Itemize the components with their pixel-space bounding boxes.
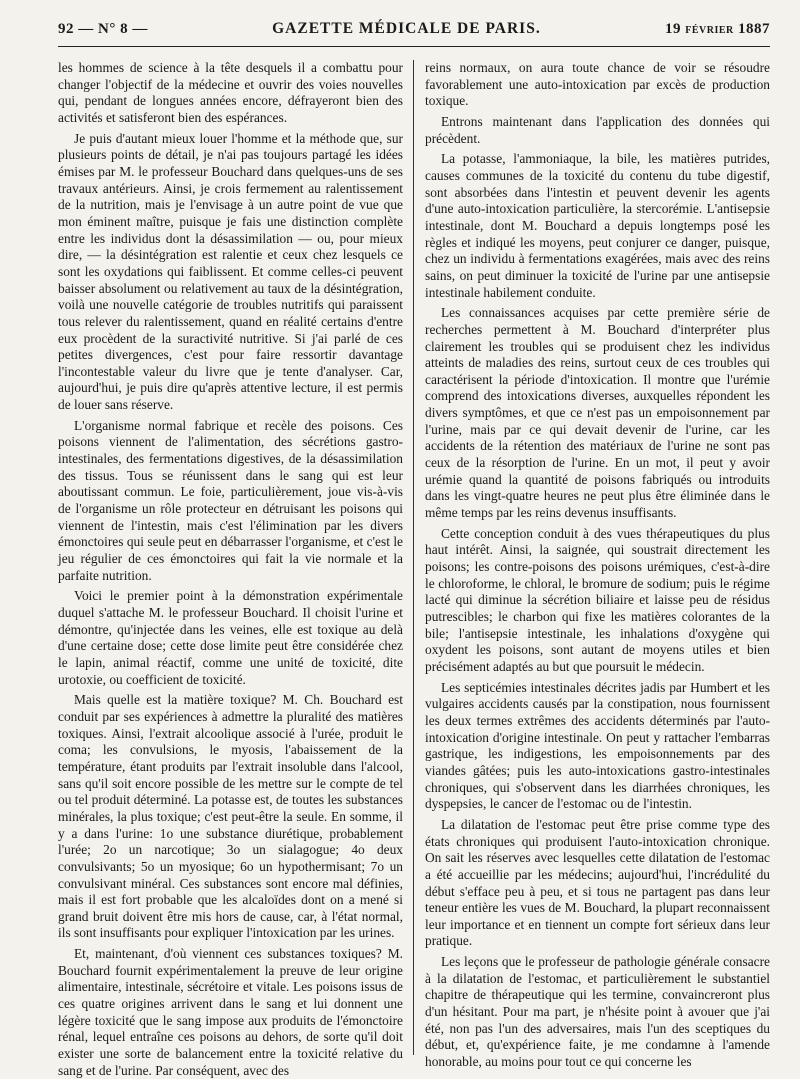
left-column (58, 60, 403, 1078)
issue-day: 19 (664, 21, 681, 37)
paragraph: Cette conception conduit à des vues thérapeutiques du plus haut intérêt. Ainsi, la saignée, qui soustrait directement les poisons; les contre-poisons des poisons urémiques, c'est-à-dire le chloroforme, le chloral, le bromure de sodium; puis le régime lacté qui diminue la sécrétion biliaire et laisse peu de résidus putrescibles; le charbon qui fixe les matières colorantes de la bile; l'antisepsie intestinale, les inhalations d'oxygène qui oxydent les poisons, sont autant de moyens utiles et bien précisément adaptés au but que poursuit le médecin. (425, 525, 770, 674)
issue-month: FÉVRIER (685, 25, 734, 36)
right-column (425, 60, 770, 1070)
paragraph: Voici le premier point à la démonstration expérimentale duquel s'attache M. le professeur Bouchard. Il choisit l'urine et démontre, qu'injectée dans les veines, elle est toxique au delà d'une certaine dose; cette dose limite peut être considérée chez le lapin, animal réactif, comme une unité de toxicité, dite urotoxie, ou coefficient de toxicité. (58, 588, 403, 687)
issue-year: 1887 (737, 21, 770, 37)
paragraph: Les leçons que le professeur de pathologie générale consacre à la dilatation de l'estomac, et particulièrement le substantiel chapitre de thérapeutique qui les termine, convaincreront plus d'un hésitant. Pour ma part, je n'hésite point à avouer que j'ai été, non pas l'un des adversaires, mais l'un des sceptiques du début, et, qu'expérience faite, je me condamne à l'amende honorable, au moins pour tout ce qui concerne les (425, 954, 770, 1070)
paragraph: reins normaux, on aura toute chance de voir se résoudre favorablement une auto-intoxication par excès de production toxique. (425, 60, 770, 109)
paragraph: Les connaissances acquises par cette première série de recherches permettent à M. Bouchard d'interpréter plus clairement les troubles qui se produisent chez les individus atteints de maladies des reins, surtout ceux de ces troubles qui caractérisent la période d'intoxication. Il montre que l'urémie comprend des intoxications diverses, auxquelles répondent les divers symptômes, et que ce n'est pas un empoisonnement par l'urine, mais par ce qui devait devenir de l'urine, car les accidents de la rétention des matériaux de l'urine ne sont pas ceux de la résorption de l'urine. En un mot, il peut y avoir urémie quand la quantité de poisons fabriqués ou introduits dans les vingt-quatre heures ne peut plus être éliminée dans le même temps par les reins devenus insuffisants. (425, 305, 770, 521)
column-divider (413, 60, 414, 1055)
paragraph: Et, maintenant, d'où viennent ces substances toxiques? M. Bouchard fournit expérimentalement la preuve de leur origine alimentaire, intestinale, sécrétoire et vitale. Les poisons issus de ces quatre origines arrivent dans le sang et lui donnent une légère toxicité que le sang impose aux produits de l'émonctoire rénal, lequel entraîne ces poisons au dehors, de sorte qu'il doit exister une sorte de balancement entre la toxicité relative du sang et de l'urine. Par conséquent, avec des (58, 946, 403, 1078)
page-header (58, 20, 770, 44)
paragraph: Les septicémies intestinales décrites jadis par Humbert et les vulgaires accidents causés par la constipation, nous fournissent les deux termes extrêmes des accidents déterminés par l'auto-intoxication d'origine intestinale. On peut y rattacher l'embarras gastrique, les indigestions, les empoisonnements par des viandes gâtées; puis les auto-intoxications gastro-intestinales chroniques, qui s'observent dans les diarrhées chroniques, les dyspepsies, le cancer de l'estomac ou de l'intestin. (425, 679, 770, 812)
paragraph: L'organisme normal fabrique et recèle des poisons. Ces poisons viennent de l'alimentation, des sécrétions gastro-intestinales, des fermentations digestives, de la désassimilation des tissus. Tous se réunissent dans le sang qui est leur aboutissant commun. Le foie, particulièrement, joue vis-à-vis de l'organisme un rôle protecteur en détruisant les poisons qui viennent de l'intestin, mais c'est l'élimination par les divers émonctoires qui seule peut en débarrasser l'organisme, et c'est le jeu régulier de ces émonctoires qui fait la vie normale et la parfaite nutrition. (58, 417, 403, 583)
paragraph: Je puis d'autant mieux louer l'homme et la méthode que, sur plusieurs points de détail, je n'ai pas toujours partagé les idées émises par M. le professeur Bouchard dans quelques-uns de ses travaux antérieurs. Ainsi, je crois fermement au ralentissement de la nutrition, mais je l'envisage à un autre point de vue que mon éminent maître, puisque je fais une distinction complète entre les individus dont la désassimilation — ou, pour mieux dire, — la désintégration est ralentie et ceux chez lesquels ce sont les oxydations qui faiblissent. Et comme celles-ci peuvent baisser absolument ou relativement au taux de la désintégration, voilà une nouvelle catégorie de troubles nutritifs qui paraissent tous relever du ralentissement, quand en réalité certains d'entre eux procèdent de la suractivité nutritive. Si j'ai parlé de ces petites divergences, c'est pour faire ressortir davantage l'incontestable valeur du livre que je tente d'analyser. Car, aujourd'hui, je puis dire qu'après attentive lecture, il est permis de louer sans réserve. (58, 130, 403, 413)
header-rule (58, 46, 770, 47)
issue-date (665, 21, 770, 38)
text-columns (58, 60, 770, 1078)
paragraph: La dilatation de l'estomac peut être prise comme type des états chroniques qui produisent l'auto-intoxication chronique. On sait les réserves avec lesquelles cette dilatation de l'estomac a été accueillie par les médecins; aujourd'hui, l'incrédulité du début s'efface peu à peu, et si tous ne partagent pas dans leur teneur entière les vues de M. Bouchard, la plupart reconnaissent leur importance et en tiennent un compte fort sérieux dans leur pratique. (425, 816, 770, 949)
paragraph: La potasse, l'ammoniaque, la bile, les matières putrides, causes communes de la toxicité du contenu du tube digestif, sont absorbées dans l'intestin et peuvent devenir les agents d'une auto-intoxication particulière, la stercorémie. L'antisepsie intestinale, dont M. Bouchard a depuis longtemps posé les règles et indiqué les moyens, peut conjurer ce danger, puisque, chez un individu à fermentations exagérées, mais avec des reins sains, on peut diminuer la toxicité de l'urine par une antisepsie intestinale habilement conduite. (425, 151, 770, 300)
paragraph: Mais quelle est la matière toxique? M. Ch. Bouchard est conduit par ses expériences à admettre la pluralité des matières toxiques. Ainsi, l'extrait alcoolique associé à l'urée, produit le coma; les convulsions, le myosis, l'abaissement de la température, étant produits par l'extrait insoluble dans l'alcool, sans qu'il soit encore possible de les mettre sur le compte de tel ou tel produit déterminé. La potasse est, de toutes les substances minérales, la plus toxique; c'est peut-être la seule. En somme, il y a dans l'urine: 1o une substance diurétique, probablement l'urée; 2o un narcotique; 3o un sialagogue; 4o deux convulsivants; 5o un myosique; 6o un hypothermisant; 7o un convulsivant minéral. Ces substances sont encore mal définies, mais il est fort probable que les alcaloïdes dont on a mené si grand bruit doivent être mis hors de cause, car, à l'état normal, ils sont insuffisants pour expliquer l'intoxication par les urines. (58, 692, 403, 941)
page-number: 92 — N° 8 — (58, 21, 148, 37)
paragraph: Entrons maintenant dans l'application des données qui précèdent. (425, 113, 770, 146)
publication-title: GAZETTE MÉDICALE DE PARIS. (272, 20, 541, 37)
paragraph: les hommes de science à la tête desquels il a combattu pour changer l'objectif de la médecine et ouvrir des voies nouvelles qui, pendant de longues années encore, défrayeront bien des activités et satisferont bien des espérances. (58, 60, 403, 125)
